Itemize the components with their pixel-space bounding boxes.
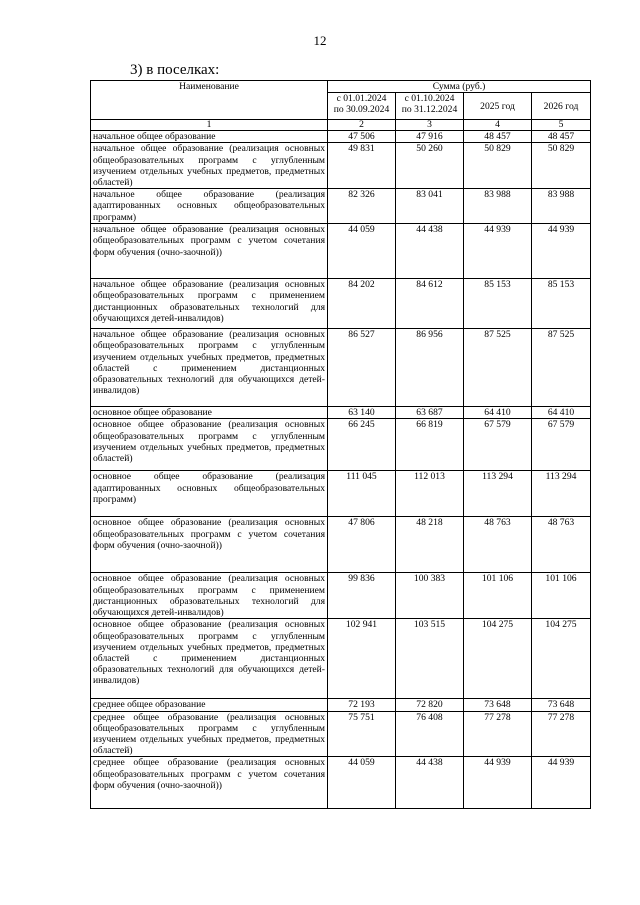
header-sum-label: Сумма (руб.) xyxy=(432,81,486,92)
row-amount: 82 326 xyxy=(328,189,396,224)
header-period xyxy=(328,93,396,120)
row-amount: 87 525 xyxy=(532,329,591,407)
row-amount: 104 275 xyxy=(464,619,532,699)
row-amount: 44 059 xyxy=(328,224,396,279)
row-name: основное общее образование (реализация основных общеобразовательных программ с учетом сочетания форм обучения (очно-заочной)) xyxy=(91,517,328,573)
table-header xyxy=(91,81,591,131)
row-amount: 87 525 xyxy=(464,329,532,407)
row-name: начальное общее образование (реализация адаптированных основных общеобразовательных программ) xyxy=(91,189,328,224)
row-amount: 63 687 xyxy=(396,407,464,419)
row-amount: 47 506 xyxy=(328,131,396,143)
row-amount: 84 612 xyxy=(396,279,464,329)
page-number: 12 xyxy=(313,33,327,48)
table-row xyxy=(91,471,591,517)
row-name: начальное общее образование (реализация основных общеобразовательных программ с учетом сочетания форм обучения (очно-заочной)) xyxy=(91,224,328,279)
row-name: начальное общее образование xyxy=(91,131,328,143)
row-amount: 66 245 xyxy=(328,419,396,471)
row-amount: 83 041 xyxy=(396,189,464,224)
row-amount: 104 275 xyxy=(532,619,591,699)
section-heading: 3) в поселках: xyxy=(130,62,220,78)
row-amount: 99 836 xyxy=(328,573,396,619)
row-amount: 63 140 xyxy=(328,407,396,419)
row-amount: 67 579 xyxy=(532,419,591,471)
row-amount: 50 829 xyxy=(464,143,532,189)
row-amount: 44 059 xyxy=(328,757,396,809)
row-amount: 66 819 xyxy=(396,419,464,471)
row-amount: 48 763 xyxy=(464,517,532,573)
row-name: начальное общее образование (реализация основных общеобразовательных программ с углубленным изучением отдельных учебных предметов, предметных областей с применением дистанционных образовательных технологий для обучающихся детей-инвалидов) xyxy=(91,329,328,407)
row-amount: 72 193 xyxy=(328,699,396,711)
row-amount: 73 648 xyxy=(464,699,532,711)
column-index-row xyxy=(91,120,591,131)
row-name: среднее общее образование (реализация основных общеобразовательных программ с углубленным изучением отдельных учебных предметов, предметных областей) xyxy=(91,711,328,757)
row-amount: 102 941 xyxy=(328,619,396,699)
table-row xyxy=(91,419,591,471)
row-amount: 101 106 xyxy=(532,573,591,619)
row-amount: 113 294 xyxy=(464,471,532,517)
table-row xyxy=(91,711,591,757)
header-period-line1: с 01.10.2024 xyxy=(404,93,455,105)
row-amount: 83 988 xyxy=(464,189,532,224)
header-period-line2: по 30.09.2024 xyxy=(333,104,390,116)
header-period-line2: по 31.12.2024 xyxy=(401,104,458,116)
column-index: 3 xyxy=(396,120,464,131)
row-amount: 86 527 xyxy=(328,329,396,407)
row-amount: 47 806 xyxy=(328,517,396,573)
row-amount: 44 939 xyxy=(464,224,532,279)
row-amount: 103 515 xyxy=(396,619,464,699)
row-amount: 67 579 xyxy=(464,419,532,471)
row-amount: 44 939 xyxy=(532,224,591,279)
header-name-label: Наименование xyxy=(179,81,239,92)
row-amount: 75 751 xyxy=(328,711,396,757)
row-name: основное общее образование (реализация основных общеобразовательных программ с применением дистанционных образовательных технологий для обучающихся детей-инвалидов) xyxy=(91,573,328,619)
row-amount: 44 939 xyxy=(532,757,591,809)
row-name: среднее общее образование xyxy=(91,699,328,711)
table-row xyxy=(91,407,591,419)
row-amount: 64 410 xyxy=(464,407,532,419)
column-index: 2 xyxy=(328,120,396,131)
table-row xyxy=(91,573,591,619)
row-amount: 113 294 xyxy=(532,471,591,517)
row-name: начальное общее образование (реализация основных общеобразовательных программ с углубленным изучением отдельных учебных предметов, предметных областей) xyxy=(91,143,328,189)
table-row xyxy=(91,224,591,279)
header-sum xyxy=(328,81,591,93)
row-amount: 47 916 xyxy=(396,131,464,143)
table-row xyxy=(91,329,591,407)
table-row xyxy=(91,143,591,189)
row-amount: 44 438 xyxy=(396,757,464,809)
header-period-line1: с 01.01.2024 xyxy=(336,93,387,105)
table-row xyxy=(91,189,591,224)
row-amount: 48 763 xyxy=(532,517,591,573)
row-amount: 86 956 xyxy=(396,329,464,407)
column-index: 1 xyxy=(91,120,328,131)
row-amount: 112 013 xyxy=(396,471,464,517)
row-amount: 77 278 xyxy=(464,711,532,757)
row-name: основное общее образование xyxy=(91,407,328,419)
table-row xyxy=(91,131,591,143)
header-period-line1: 2025 год xyxy=(480,100,515,112)
row-amount: 84 202 xyxy=(328,279,396,329)
header-period-line1: 2026 год xyxy=(543,100,579,112)
row-amount: 76 408 xyxy=(396,711,464,757)
table-row xyxy=(91,757,591,809)
row-amount: 100 383 xyxy=(396,573,464,619)
header-period xyxy=(464,93,532,120)
row-amount: 50 260 xyxy=(396,143,464,189)
row-name: основное общее образование (реализация адаптированных основных общеобразовательных программ) xyxy=(91,471,328,517)
row-name: среднее общее образование (реализация основных общеобразовательных программ с учетом сочетания форм обучения (очно-заочной)) xyxy=(91,757,328,809)
row-amount: 64 410 xyxy=(532,407,591,419)
row-amount: 48 218 xyxy=(396,517,464,573)
amounts-table xyxy=(90,80,591,809)
row-amount: 72 820 xyxy=(396,699,464,711)
row-amount: 49 831 xyxy=(328,143,396,189)
row-amount: 48 457 xyxy=(532,131,591,143)
row-amount: 50 829 xyxy=(532,143,591,189)
row-name: начальное общее образование (реализация основных общеобразовательных программ с применением дистанционных образовательных технологий для обучающихся детей-инвалидов) xyxy=(91,279,328,329)
row-amount: 101 106 xyxy=(464,573,532,619)
column-index: 4 xyxy=(464,120,532,131)
row-amount: 111 045 xyxy=(328,471,396,517)
table-row xyxy=(91,517,591,573)
row-amount: 77 278 xyxy=(532,711,591,757)
row-amount: 44 939 xyxy=(464,757,532,809)
row-amount: 73 648 xyxy=(532,699,591,711)
header-period xyxy=(532,93,591,120)
table-row xyxy=(91,619,591,699)
row-amount: 48 457 xyxy=(464,131,532,143)
header-name xyxy=(91,81,328,120)
row-amount: 44 438 xyxy=(396,224,464,279)
row-amount: 85 153 xyxy=(464,279,532,329)
row-amount: 83 988 xyxy=(532,189,591,224)
table-row xyxy=(91,699,591,711)
header-period xyxy=(396,93,464,120)
row-name: основное общее образование (реализация основных общеобразовательных программ с углубленным изучением отдельных учебных предметов, предметных областей с применением дистанционных образовательных технологий для обучающихся детей-инвалидов) xyxy=(91,619,328,699)
column-index: 5 xyxy=(532,120,591,131)
row-amount: 85 153 xyxy=(532,279,591,329)
table-row xyxy=(91,279,591,329)
row-name: основное общее образование (реализация основных общеобразовательных программ с углубленным изучением отдельных учебных предметов, предметных областей) xyxy=(91,419,328,471)
table-body xyxy=(91,131,591,809)
